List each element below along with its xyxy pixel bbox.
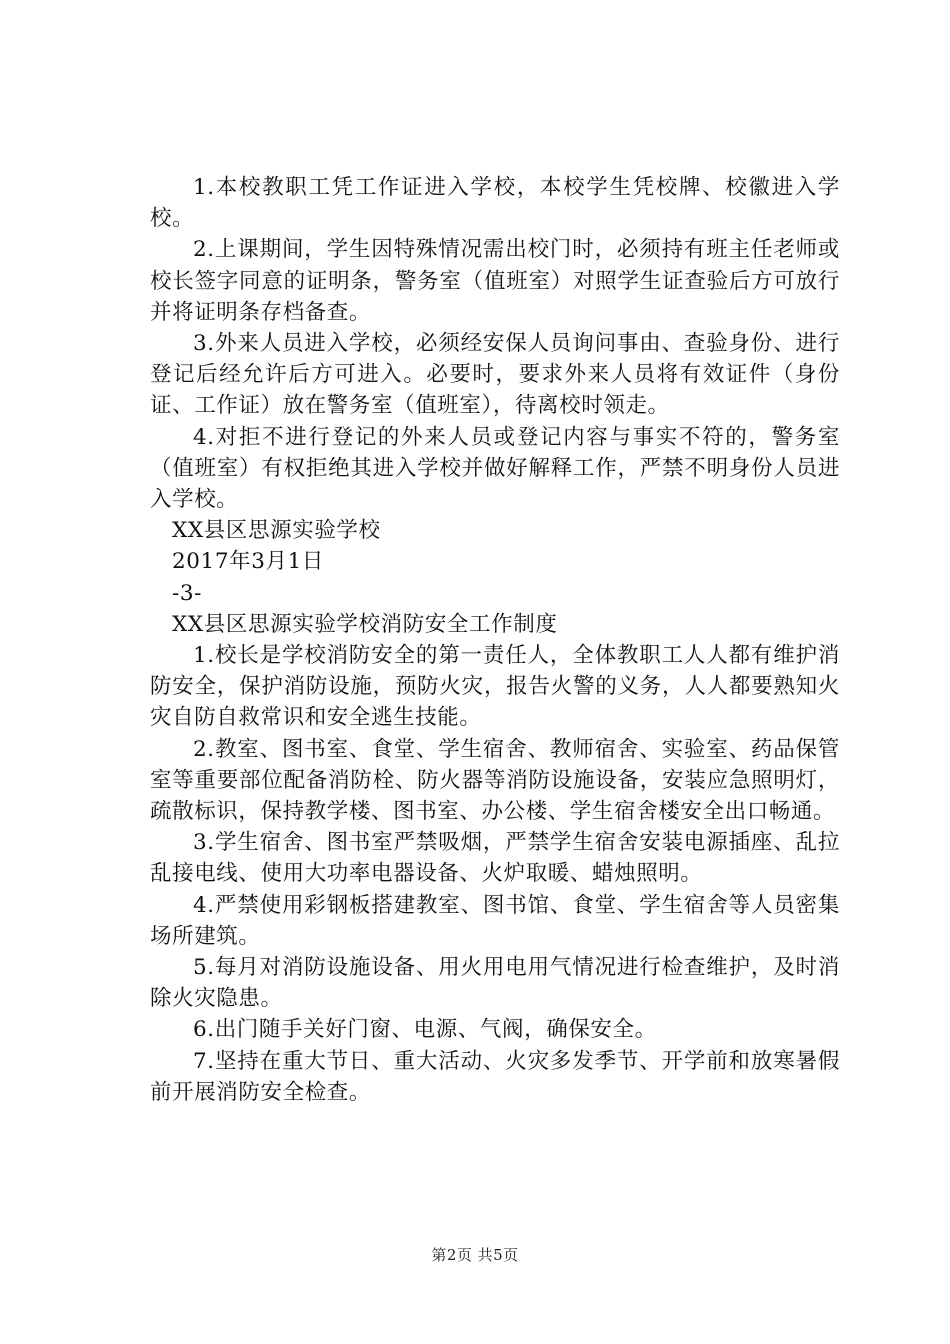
page-marker: -3- (172, 580, 203, 606)
section-title: XX县区思源实验学校消防安全工作制度 (172, 611, 558, 637)
paragraph-entry-rule-3: 3.外来人员进入学校，必须经安保人员询问事由、查验身份、进行登记后经允许后方可进入。必要时，要求外来人员将有效证件（身份证、工作证）放在警务室（值班室），待离校时领走。 (150, 331, 840, 419)
page-footer: 第2页 共5页 (431, 1246, 519, 1264)
paragraph-fire-rule-3: 3.学生宿舍、图书室严禁吸烟，严禁学生宿舍安装电源插座、乱拉乱接电线、使用大功率电器设备、火炉取暖、蜡烛照明。 (150, 830, 840, 887)
paragraph-fire-rule-5: 5.每月对消防设施设备、用火用电用气情况进行检查维护，及时消除火灾隐患。 (150, 955, 840, 1012)
school-name-signature: XX县区思源实验学校 (172, 518, 381, 544)
paragraph-fire-rule-7: 7.坚持在重大节日、重大活动、火灾多发季节、开学前和放寒暑假前开展消防安全检查。 (150, 1048, 840, 1105)
paragraph-fire-rule-4: 4.严禁使用彩钢板搭建教室、图书馆、食堂、学生宿舍等人员密集场所建筑。 (150, 892, 840, 949)
paragraph-fire-rule-1: 1.校长是学校消防安全的第一责任人，全体教职工人人都有维护消防安全，保护消防设施，预防火灾，报告火警的义务，人人都要熟知火灾自防自救常识和安全逃生技能。 (150, 643, 840, 731)
paragraph-entry-rule-2: 2.上课期间，学生因特殊情况需出校门时，必须持有班主任老师或校长签字同意的证明条，警务室（值班室）对照学生证查验后方可放行并将证明条存档备查。 (150, 237, 840, 325)
paragraph-entry-rule-4: 4.对拒不进行登记的外来人员或登记内容与事实不符的，警务室（值班室）有权拒绝其进入学校并做好解释工作，严禁不明身份人员进入学校。 (150, 424, 840, 513)
document-date: 2017年3月1日 (172, 549, 324, 575)
paragraph-fire-rule-2: 2.教室、图书室、食堂、学生宿舍、教师宿舍、实验室、药品保管室等重要部位配备消防栓、防火器等消防设施设备，安装应急照明灯，疏散标识，保持教学楼、图书室、办公楼、学生宿舍楼安全出口畅通。 (150, 736, 840, 825)
paragraph-entry-rule-1: 1.本校教职工凭工作证进入学校，本校学生凭校牌、校徽进入学校。 (150, 175, 840, 232)
document-body (150, 172, 840, 1108)
paragraph-fire-rule-6: 6.出门随手关好门窗、电源、气阀，确保安全。 (193, 1017, 657, 1043)
